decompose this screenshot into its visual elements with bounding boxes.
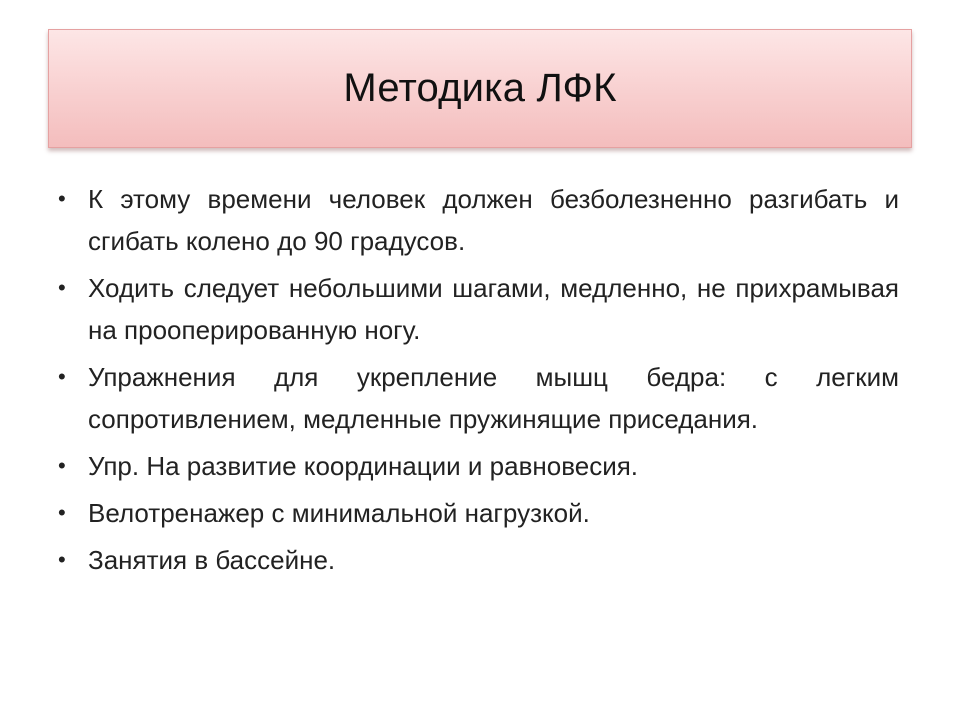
bullet-icon: • [58,500,66,525]
bullet-item [56,267,899,351]
bullet-text: Упр. На развитие координации и равновесия. [88,451,639,481]
bullet-item [56,445,899,487]
bullet-text: Занятия в бассейне. [88,545,336,575]
bullet-text: К этому времени человек должен безболезненно разгибать и сгибать колено до 90 градусов. [88,184,899,256]
bullet-list [56,178,899,586]
slide-title: Методика ЛФК [343,66,617,110]
bullet-text: Велотренажер с минимальной нагрузкой. [88,498,590,528]
bullet-icon: • [58,275,66,300]
bullet-item [56,356,899,440]
bullet-text: Ходить следует небольшими шагами, медленно, не прихрамывая на прооперированную ногу. [88,273,899,345]
bullet-item [56,492,899,534]
bullet-icon: • [58,364,66,389]
bullet-item [56,178,899,262]
bullet-icon: • [58,453,66,478]
bullet-text: Упражнения для укрепление мышц бедра: с легким сопротивлением, медленные пружинящие приседания. [88,362,899,434]
bullet-icon: • [58,547,66,572]
bullet-item [56,539,899,581]
title-box [48,29,912,148]
bullet-icon: • [58,186,66,211]
